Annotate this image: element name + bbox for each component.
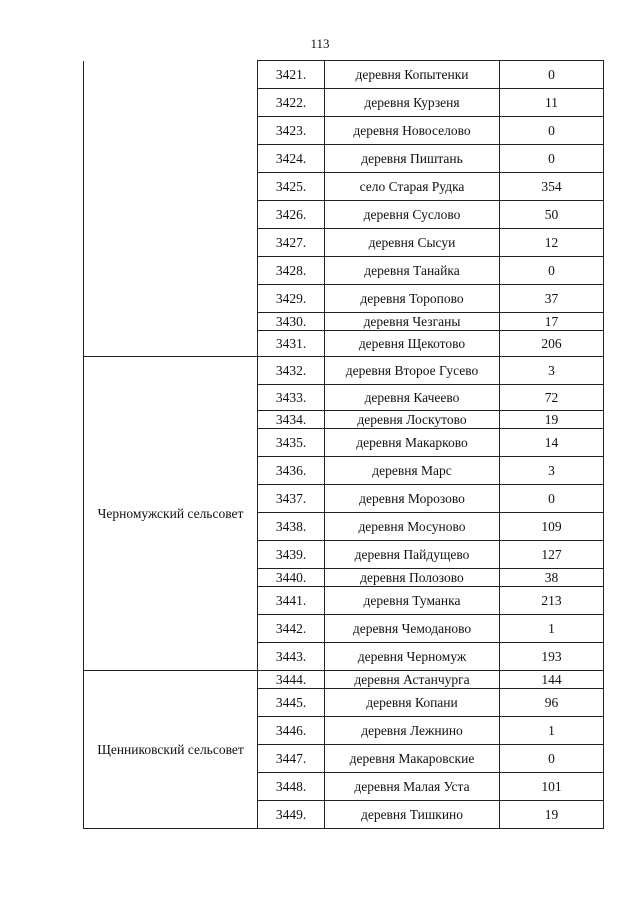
row-number-cell: 3427. (258, 229, 325, 257)
row-number-cell: 3423. (258, 117, 325, 145)
population-cell: 127 (500, 541, 604, 569)
settlement-name-cell: деревня Курзеня (325, 89, 500, 117)
row-number-cell: 3426. (258, 201, 325, 229)
row-number-cell: 3435. (258, 429, 325, 457)
row-number-cell: 3429. (258, 285, 325, 313)
row-number-cell: 3446. (258, 717, 325, 745)
row-number-cell: 3437. (258, 485, 325, 513)
settlement-name-cell: деревня Качеево (325, 385, 500, 411)
population-cell: 101 (500, 773, 604, 801)
district-cell (84, 61, 258, 357)
population-cell: 144 (500, 671, 604, 689)
row-number-cell: 3432. (258, 357, 325, 385)
settlement-name-cell: деревня Марс (325, 457, 500, 485)
settlement-name-cell: деревня Макарково (325, 429, 500, 457)
row-number-cell: 3424. (258, 145, 325, 173)
row-number-cell: 3444. (258, 671, 325, 689)
population-cell: 1 (500, 717, 604, 745)
row-number-cell: 3433. (258, 385, 325, 411)
population-cell: 0 (500, 145, 604, 173)
settlement-name-cell: деревня Полозово (325, 569, 500, 587)
row-number-cell: 3434. (258, 411, 325, 429)
population-cell: 1 (500, 615, 604, 643)
row-number-cell: 3440. (258, 569, 325, 587)
row-number-cell: 3442. (258, 615, 325, 643)
row-number-cell: 3448. (258, 773, 325, 801)
settlement-name-cell: деревня Тишкино (325, 801, 500, 829)
row-number-cell: 3441. (258, 587, 325, 615)
population-cell: 38 (500, 569, 604, 587)
row-number-cell: 3449. (258, 801, 325, 829)
population-cell: 354 (500, 173, 604, 201)
settlement-name-cell: деревня Пиштань (325, 145, 500, 173)
table-row (84, 671, 604, 689)
settlement-name-cell: деревня Танайка (325, 257, 500, 285)
row-number-cell: 3431. (258, 331, 325, 357)
settlement-name-cell: деревня Щекотово (325, 331, 500, 357)
population-cell: 19 (500, 801, 604, 829)
settlement-name-cell: деревня Мосуново (325, 513, 500, 541)
row-number-cell: 3436. (258, 457, 325, 485)
row-number-cell: 3425. (258, 173, 325, 201)
settlement-name-cell: деревня Копытенки (325, 61, 500, 89)
population-cell: 37 (500, 285, 604, 313)
population-cell: 193 (500, 643, 604, 671)
table-row (84, 357, 604, 385)
settlement-name-cell: деревня Суслово (325, 201, 500, 229)
population-cell: 0 (500, 485, 604, 513)
population-cell: 19 (500, 411, 604, 429)
settlement-name-cell: деревня Макаровские (325, 745, 500, 773)
row-number-cell: 3439. (258, 541, 325, 569)
page-number: 113 (310, 36, 330, 51)
row-number-cell: 3428. (258, 257, 325, 285)
row-number-cell: 3443. (258, 643, 325, 671)
population-cell: 3 (500, 357, 604, 385)
row-number-cell: 3438. (258, 513, 325, 541)
row-number-cell: 3421. (258, 61, 325, 89)
population-cell: 14 (500, 429, 604, 457)
population-cell: 109 (500, 513, 604, 541)
population-cell: 213 (500, 587, 604, 615)
row-number-cell: 3445. (258, 689, 325, 717)
population-cell: 17 (500, 313, 604, 331)
population-cell: 50 (500, 201, 604, 229)
settlement-name-cell: деревня Лоскутово (325, 411, 500, 429)
population-cell: 11 (500, 89, 604, 117)
population-cell: 0 (500, 61, 604, 89)
settlement-name-cell: деревня Астанчурга (325, 671, 500, 689)
settlement-name-cell: деревня Сысуи (325, 229, 500, 257)
settlement-name-cell: деревня Туманка (325, 587, 500, 615)
table-row (84, 61, 604, 89)
settlement-name-cell: деревня Малая Уста (325, 773, 500, 801)
table-body (84, 61, 604, 829)
district-cell: Черномужский сельсовет (84, 357, 258, 671)
population-cell: 72 (500, 385, 604, 411)
population-cell: 0 (500, 745, 604, 773)
settlement-name-cell: деревня Торопово (325, 285, 500, 313)
settlement-name-cell: деревня Второе Гусево (325, 357, 500, 385)
population-cell: 0 (500, 117, 604, 145)
settlement-name-cell: деревня Черномуж (325, 643, 500, 671)
row-number-cell: 3430. (258, 313, 325, 331)
population-cell: 0 (500, 257, 604, 285)
settlement-name-cell: деревня Копани (325, 689, 500, 717)
settlement-name-cell: деревня Лежнино (325, 717, 500, 745)
population-cell: 12 (500, 229, 604, 257)
population-cell: 96 (500, 689, 604, 717)
settlement-name-cell: деревня Чезганы (325, 313, 500, 331)
settlement-name-cell: деревня Чемоданово (325, 615, 500, 643)
district-cell: Щенниковский сельсовет (84, 671, 258, 829)
settlement-name-cell: деревня Пайдущево (325, 541, 500, 569)
row-number-cell: 3422. (258, 89, 325, 117)
population-cell: 206 (500, 331, 604, 357)
row-number-cell: 3447. (258, 745, 325, 773)
settlement-name-cell: деревня Новоселово (325, 117, 500, 145)
settlement-table (83, 60, 604, 829)
settlement-name-cell: деревня Морозово (325, 485, 500, 513)
settlement-name-cell: село Старая Рудка (325, 173, 500, 201)
population-cell: 3 (500, 457, 604, 485)
